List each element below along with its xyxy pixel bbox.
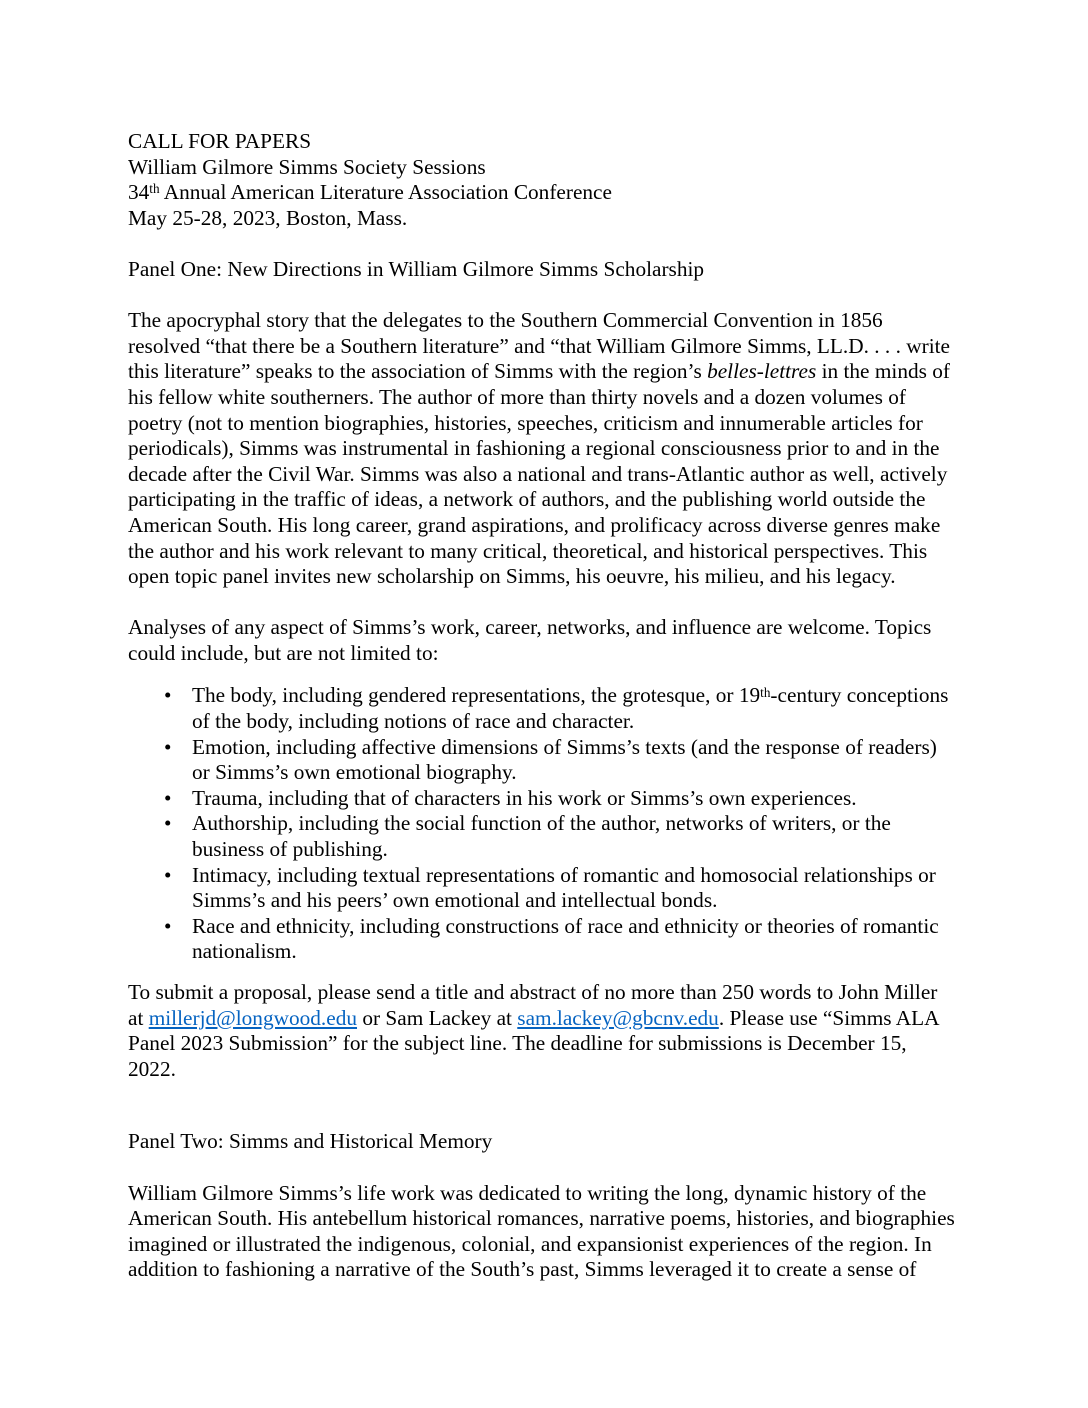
document-header (128, 129, 958, 231)
header-line-society-sessions: William Gilmore Simms Society Sessions (128, 154, 486, 179)
submission-text-post: . Please use “Simms ALA Panel 2023 Submission” for the subject line. The deadline for submissions is December 15, 2022. (128, 1005, 939, 1081)
belles-lettres-italic: belles-lettres (707, 359, 817, 384)
list-item-authorship: • Authorship, including the social function of the author, networks of writers, or the business of publishing. (128, 811, 958, 862)
panel-two-heading: Panel Two: Simms and Historical Memory (128, 1129, 493, 1154)
panel-one-intro-text-post: in the minds of his fellow white southerners. The author of more than thirty novels and a dozen volumes of poetry (not to mention biographies, histories, speeches, criticism and innumerable articles for periodicals), Simms was instrumental in fashioning a regional consciousness prior to and in the decade after the Civil War. Simms was also a national and trans-Atlantic author as well, actively participating in the traffic of ideas, a network of authors, and the publishing world outside the American South. His long career, grand aspirations, and prolificacy across diverse genres make the author and his work relevant to many critical, theoretical, and historical perspectives. This open topic panel invites new scholarship on Simms, his oeuvre, his milieu, and his legacy. (128, 359, 950, 589)
panel-one-intro-text-pre: The apocryphal story that the delegates to the Southern Commercial Convention in 1856 resolved “that there be a Southern literature” and “that William Gilmore Simms, LL.D. . . . write this literature” speaks to the association of Simms with the region’s (128, 308, 950, 384)
list-item-body (128, 683, 958, 734)
bullet-text-pre: The body, including gendered representations, the grotesque, or 19 (192, 683, 761, 708)
panel-two-intro-paragraph: William Gilmore Simms’s life work was dedicated to writing the long, dynamic history of the American South. His antebellum historical romances, narrative poems, histories, and biographies imagined or illustrated the indigenous, colonial, and expansionist experiences of the region. In addition to fashioning a narrative of the South’s past, Simms leveraged it to create a sense of (128, 1180, 955, 1282)
conference-title: Annual American Literature Association Conference (159, 180, 612, 205)
list-item-emotion: • Emotion, including affective dimensions of Simms’s texts (and the response of readers) or Simms’s own emotional biography. (128, 735, 958, 786)
header-line-call-for-papers: CALL FOR PAPERS (128, 129, 312, 153)
submission-paragraph (128, 980, 958, 1082)
submission-text-mid: or Sam Lackey at (357, 1005, 518, 1030)
list-item-intimacy: • Intimacy, including textual representations of romantic and homosocial relationships or Simms’s and his peers’ own emotional and intellectual bonds. (128, 863, 958, 914)
email-link-john-miller[interactable]: millerjd@longwood.edu (148, 1005, 358, 1030)
bullet-text-post: -century conceptions of the body, including notions of race and character. (192, 683, 949, 734)
panel-one-intro-paragraph (128, 308, 958, 590)
ordinal-superscript: th (149, 181, 160, 197)
header-line-dates-location: May 25-28, 2023, Boston, Mass. (128, 205, 408, 230)
topics-intro-paragraph: Analyses of any aspect of Simms’s work, career, networks, and influence are welcome. Topics could include, but are not limited to: (128, 615, 932, 665)
submission-text-pre: To submit a proposal, please send a title and abstract of no more than 250 words to John Miller at (128, 980, 938, 1030)
email-link-sam-lackey[interactable]: sam.lackey@gbcnv.edu (517, 1005, 719, 1030)
header-line-conference (128, 180, 958, 206)
list-item-trauma: • Trauma, including that of characters in his work or Simms’s own experiences. (128, 786, 958, 812)
ordinal-superscript: th (760, 684, 771, 700)
topics-bullet-list (128, 683, 958, 965)
conference-number: 34 (128, 180, 150, 205)
panel-one-heading: Panel One: New Directions in William Gilmore Simms Scholarship (128, 256, 705, 281)
list-item-race-ethnicity: • Race and ethnicity, including constructions of race and ethnicity or theories of romantic nationalism. (128, 914, 958, 965)
